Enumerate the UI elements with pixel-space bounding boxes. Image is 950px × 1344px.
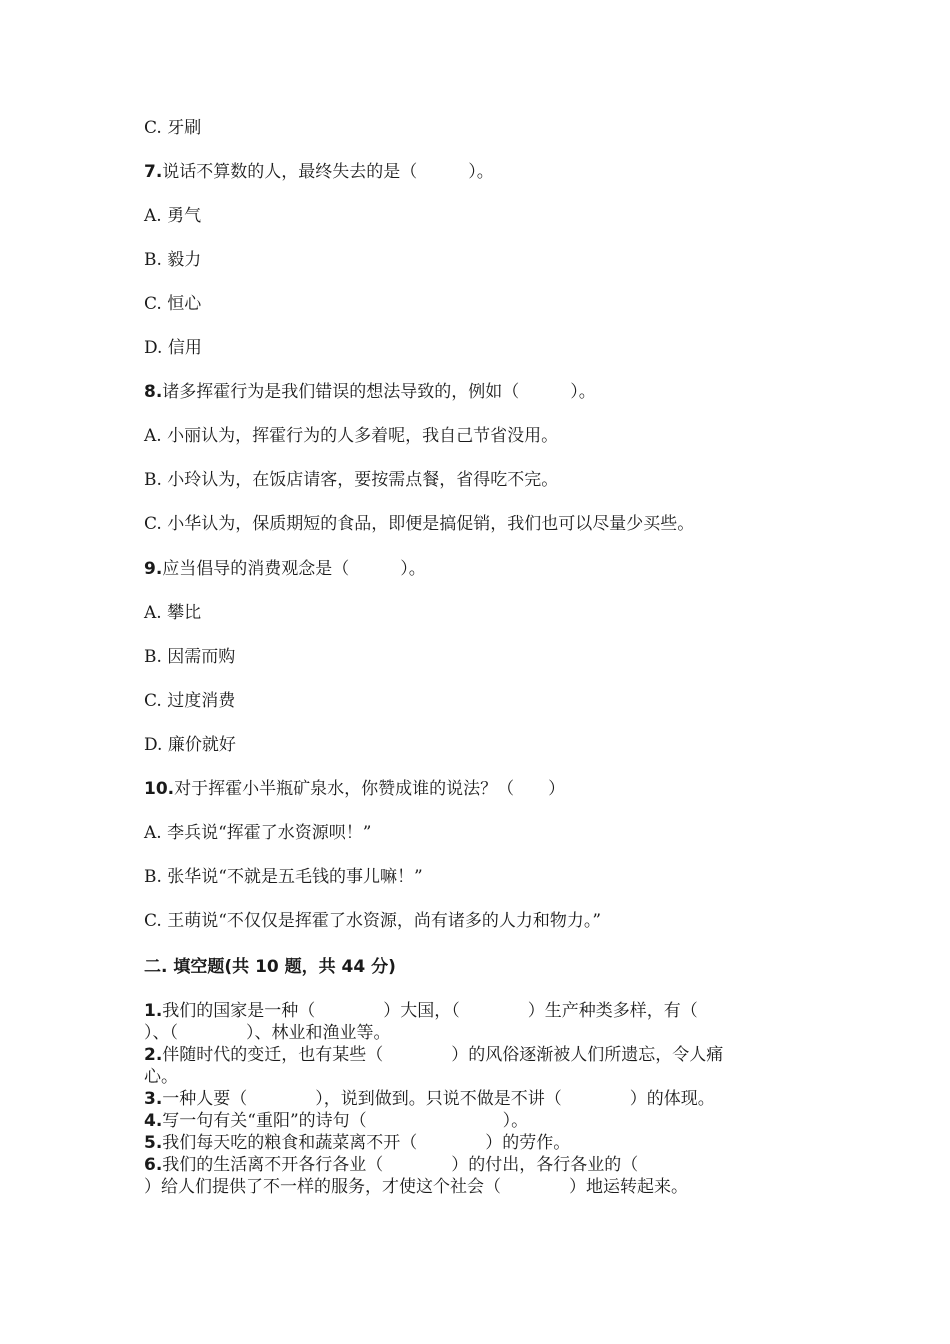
question-number: 9.: [144, 559, 163, 579]
option-text: C. 恒心: [144, 294, 202, 314]
q7-option-d: [144, 337, 824, 359]
q7-option-b: [144, 249, 824, 271]
fill-q3: [144, 1088, 824, 1110]
fill-q2-line1: [144, 1044, 824, 1066]
question-number: 1.: [144, 1001, 163, 1021]
option-text: C. 牙刷: [144, 118, 202, 138]
question-text: 对于挥霍小半瓶矿泉水，你赞成谁的说法？（ ）: [174, 779, 566, 799]
q9-option-c: [144, 690, 824, 712]
question-text: 我们每天吃的粮食和蔬菜离不开（ ）的劳作。: [162, 1133, 571, 1153]
q9-option-d: [144, 734, 824, 756]
option-text: A. 勇气: [144, 206, 202, 226]
question-number: 5.: [144, 1133, 163, 1153]
q6-option-c: [144, 117, 824, 139]
question-text: 一种人要（ ），说到做到。只说不做是不讲（ ）的体现。: [162, 1089, 715, 1109]
q7-option-c: [144, 293, 824, 315]
q10-stem: [144, 778, 824, 800]
q7-option-a: [144, 205, 824, 227]
question-text: 心。: [144, 1067, 178, 1087]
option-text: C. 王萌说“不仅仅是挥霍了水资源，尚有诸多的人力和物力。”: [144, 911, 602, 931]
fill-q6-line1: [144, 1154, 824, 1176]
question-text: 诸多挥霍行为是我们错误的想法导致的，例如（ ）。: [162, 382, 596, 402]
question-text: 应当倡导的消费观念是（ ）。: [162, 559, 426, 579]
option-text: D. 信用: [144, 338, 202, 358]
q8-stem: [144, 381, 824, 403]
fill-q4: [144, 1110, 824, 1132]
q10-option-b: [144, 866, 824, 888]
fill-q1-line1: [144, 1000, 824, 1022]
fill-q1-line2: [144, 1022, 824, 1044]
fill-q6-line2: [144, 1176, 824, 1198]
question-text: ）给人们提供了不一样的服务，才使这个社会（ ）地运转起来。: [144, 1177, 688, 1197]
question-text: 我们的国家是一种（ ）大国，（ ）生产种类多样，有（: [162, 1001, 698, 1021]
question-number: 10.: [144, 779, 175, 799]
question-text: 我们的生活离不开各行各业（ ）的付出，各行各业的（: [162, 1155, 639, 1175]
q8-option-c: [144, 513, 824, 535]
q7-stem: [144, 161, 824, 183]
q9-stem: [144, 558, 824, 580]
option-text: B. 因需而购: [144, 647, 236, 667]
fill-q5: [144, 1132, 824, 1154]
question-number: 3.: [144, 1089, 163, 1109]
option-text: D. 廉价就好: [144, 735, 236, 755]
q8-option-b: [144, 469, 824, 491]
option-text: B. 小玲认为，在饭店请客，要按需点餐，省得吃不完。: [144, 470, 559, 490]
question-text: 说话不算数的人，最终失去的是（ ）。: [162, 162, 494, 182]
question-number: 4.: [144, 1111, 163, 1131]
option-text: A. 小丽认为，挥霍行为的人多着呢，我自己节省没用。: [144, 426, 559, 446]
option-text: A. 攀比: [144, 603, 202, 623]
question-text: 写一句有关“重阳”的诗句（ ）。: [162, 1111, 529, 1131]
fill-q2-line2: [144, 1066, 824, 1088]
option-text: A. 李兵说“挥霍了水资源呗！”: [144, 823, 372, 843]
question-number: 6.: [144, 1155, 163, 1175]
q8-option-a: [144, 425, 824, 447]
option-text: B. 毅力: [144, 250, 202, 270]
option-text: B. 张华说“不就是五毛钱的事儿嘛！”: [144, 867, 423, 887]
q9-option-a: [144, 602, 824, 624]
option-text: C. 小华认为，保质期短的食品，即便是搞促销，我们也可以尽量少买些。: [144, 514, 695, 534]
question-number: 2.: [144, 1045, 163, 1065]
question-text: ）、（ ）、林业和渔业等。: [144, 1023, 391, 1043]
q10-option-c: [144, 910, 824, 932]
option-text: C. 过度消费: [144, 691, 236, 711]
q9-option-b: [144, 646, 824, 668]
question-number: 7.: [144, 162, 163, 182]
q10-option-a: [144, 822, 824, 844]
section-title-text: 二. 填空题(共 10 题，共 44 分): [144, 957, 396, 977]
section-title: [144, 956, 824, 978]
question-number: 8.: [144, 382, 163, 402]
question-text: 伴随时代的变迁，也有某些（ ）的风俗逐渐被人们所遗忘，令人痛: [162, 1045, 724, 1065]
